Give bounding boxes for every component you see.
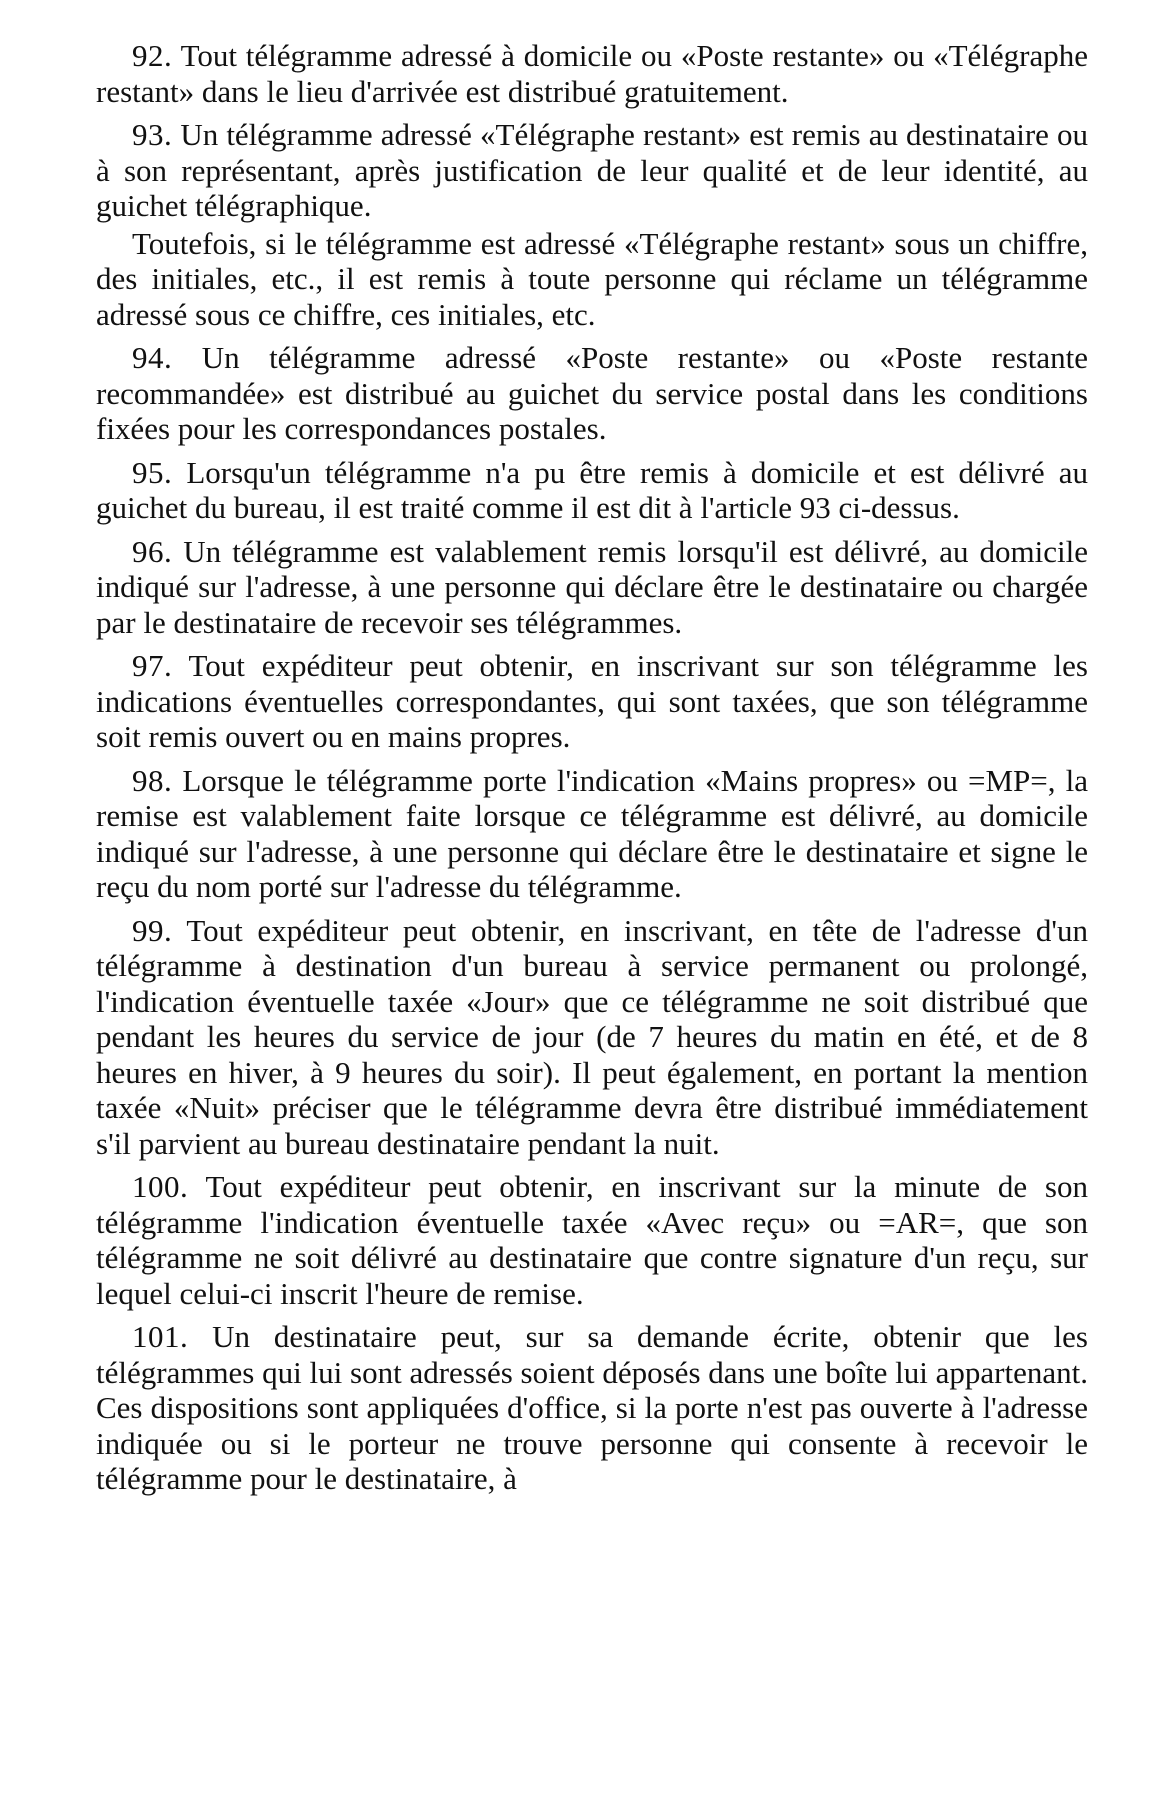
article-number: 99.: [132, 912, 173, 948]
article-number: 101.: [132, 1319, 189, 1354]
article-text: Tout expéditeur peut obtenir, en inscrivant sur la minute de son télégramme l'indication éventuelle taxée «Avec reçu» ou =AR=, que son télégramme ne soit délivré au destinataire que contre signature d'un reçu, sur lequel celui-ci inscrit l'heure de remise.: [96, 1169, 1088, 1311]
article-text: Lorsqu'un télégramme n'a pu être remis à domicile et est délivré au guichet du bureau, il est traité comme il est dit à l'article 93 ci-dessus.: [96, 454, 1088, 525]
article-text: Un télégramme adressé «Poste restante» ou «Poste restante recommandée» est distribué au guichet du service postal dans les conditions fixées pour les correspondances postales.: [96, 340, 1089, 446]
article-number: 95.: [132, 454, 173, 490]
article-text: Tout expéditeur peut obtenir, en inscrivant, en tête de l'adresse d'un télégramme à destination d'un bureau à service permanent ou prolongé, l'indication éventuelle taxée «Jour» que ce télégramme ne soit distribué que pendant les heures du service de jour (de 7 heures du matin en été, et de 8 heures en hiver, à 9 heures du soir). Il peut également, en portant la mention taxée «Nuit» préciser que le télégramme devra être distribué immédiatement s'il parvient au bureau destinataire pendant la nuit.: [96, 912, 1088, 1161]
article-92: [96, 38, 1088, 109]
article-text: Lorsque le télégramme porte l'indication «Mains propres» ou =MP=, la remise est valablement faite lorsque ce télégramme est délivré, au domicile indiqué sur l'adresse, à une personne qui déclare être le destinataire et signe le reçu du nom porté sur l'adresse du télégramme.: [96, 762, 1088, 904]
article-98: [96, 763, 1088, 905]
article-number: 92.: [132, 38, 173, 73]
article-number: 93.: [132, 117, 173, 152]
article-text: Un destinataire peut, sur sa demande écrite, obtenir que les télégrammes qui lui sont adressés soient déposés dans une boîte lui appartenant. Ces dispositions sont appliquées d'office, si la porte n'est pas ouverte à l'adresse indiquée ou si le porteur ne trouve personne qui consente à recevoir le télégramme pour le destinataire, à: [96, 1319, 1088, 1496]
article-97: [96, 648, 1088, 755]
article-text: Un télégramme adressé «Télégraphe restant» est remis au destinataire ou à son représentant, après justification de leur qualité et de leur identité, au guichet télégraphique.: [96, 117, 1089, 223]
article-94: [96, 340, 1088, 447]
article-text: Un télégramme est valablement remis lorsqu'il est délivré, au domicile indiqué sur l'adresse, à une personne qui déclare être le destinataire ou chargée par le destinataire de recevoir ses télégrammes.: [96, 533, 1088, 640]
article-text: Toutefois, si le télégramme est adressé «Télégraphe restant» sous un chiffre, des initiales, etc., il est remis à toute personne qui réclame un télégramme adressé sous ce chiffre, ces initiales, etc.: [96, 225, 1088, 332]
article-number: 97.: [132, 648, 173, 683]
article-number: 94.: [132, 340, 173, 375]
article-number: 98.: [132, 762, 173, 798]
article-96: [96, 534, 1088, 641]
article-text: Tout expéditeur peut obtenir, en inscrivant sur son télégramme les indications éventuelles correspondantes, qui sont taxées, que son télégramme soit remis ouvert ou en mains propres.: [96, 648, 1088, 754]
article-number: 96.: [132, 533, 173, 569]
article-93-continuation: [96, 226, 1088, 333]
article-100: [96, 1169, 1088, 1311]
article-93: [96, 117, 1088, 224]
article-101: [96, 1319, 1088, 1497]
document-page: [96, 38, 1088, 1505]
article-99: [96, 913, 1088, 1162]
article-95: [96, 455, 1088, 526]
article-text: Tout télégramme adressé à domicile ou «Poste restante» ou «Télégraphe restant» dans le lieu d'arrivée est distribué gratuitement.: [96, 38, 1088, 109]
article-number: 100.: [132, 1169, 189, 1204]
